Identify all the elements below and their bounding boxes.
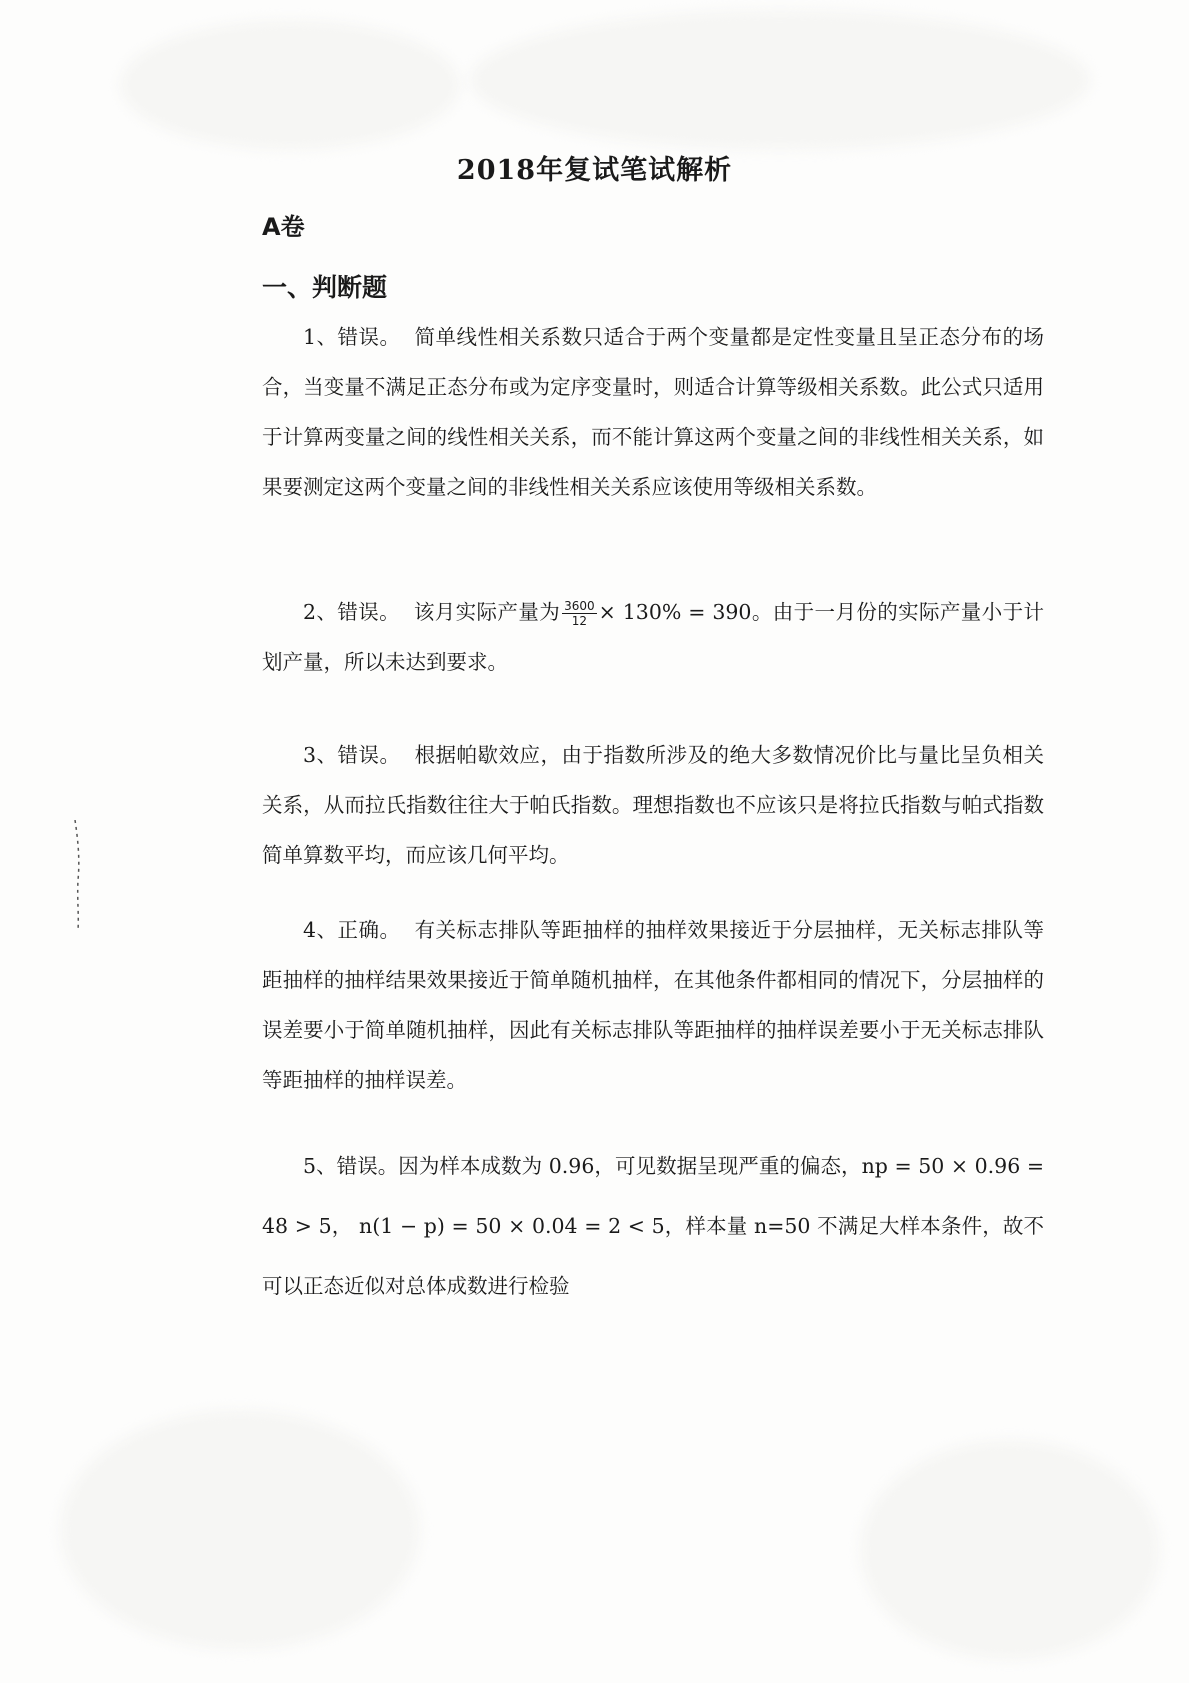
answer-paragraph-5 bbox=[262, 1136, 1044, 1316]
volume-heading: A卷 bbox=[262, 213, 305, 241]
answer-text: 因为样本成数为 0.96，可见数据呈现严重的偏态，np = 50 × 0.96 = 48 > 5， n(1 − p) = 50 × 0.04 = 2 < 5，样本量 n=50 不满足大样本条件，故不可以正态近似对总体成数进行检验 bbox=[262, 1154, 1044, 1298]
scan-edge-mark bbox=[74, 820, 82, 930]
answer-label: 3、错误。 bbox=[303, 743, 401, 767]
page-title: 2018年复试笔试解析 bbox=[456, 155, 733, 186]
answer-paragraph-3 bbox=[262, 730, 1044, 880]
fraction bbox=[562, 599, 597, 628]
scan-smudge bbox=[120, 20, 460, 150]
answer-text: 根据帕歇效应，由于指数所涉及的绝大多数情况价比与量比呈负相关关系，从而拉氏指数往往大于帕氏指数。理想指数也不应该只是将拉氏指数与帕式指数简单算数平均，而应该几何平均。 bbox=[262, 743, 1044, 867]
scan-smudge bbox=[60, 1410, 420, 1650]
scan-smudge bbox=[860, 1440, 1160, 1660]
answer-label: 4、正确。 bbox=[303, 918, 401, 942]
answer-label: 1、错误。 bbox=[303, 325, 401, 349]
answer-text: × 130% = 390。由于一月份的实际产量小于计划产量，所以未达到要求。 bbox=[262, 600, 1044, 674]
section-heading: 一、判断题 bbox=[262, 273, 388, 302]
fraction-denominator: 12 bbox=[571, 614, 588, 628]
answer-text: 简单线性相关系数只适合于两个变量都是定性变量且呈正态分布的场合，当变量不满足正态分布或为定序变量时，则适合计算等级相关系数。此公式只适用于计算两变量之间的线性相关关系，而不能计算这两个变量之间的非线性相关关系，如果要测定这两个变量之间的非线性相关关系应该使用等级相关系数。 bbox=[262, 325, 1044, 499]
answer-text: 该月实际产量为 bbox=[413, 600, 561, 624]
answer-paragraph-1 bbox=[262, 312, 1044, 512]
answer-label: 2、错误。 bbox=[303, 600, 401, 624]
answer-paragraph-2 bbox=[262, 587, 1044, 687]
answer-paragraph-4 bbox=[262, 905, 1044, 1105]
fraction-numerator: 3600 bbox=[564, 599, 595, 613]
answer-text: 有关标志排队等距抽样的抽样效果接近于分层抽样，无关标志排队等距抽样的抽样结果效果接近于简单随机抽样，在其他条件都相同的情况下，分层抽样的误差要小于简单随机抽样，因此有关标志排队等距抽样的抽样误差要小于无关标志排队等距抽样的抽样误差。 bbox=[262, 918, 1044, 1092]
answer-label: 5、错误。 bbox=[303, 1154, 399, 1178]
scan-smudge bbox=[470, 10, 1090, 150]
